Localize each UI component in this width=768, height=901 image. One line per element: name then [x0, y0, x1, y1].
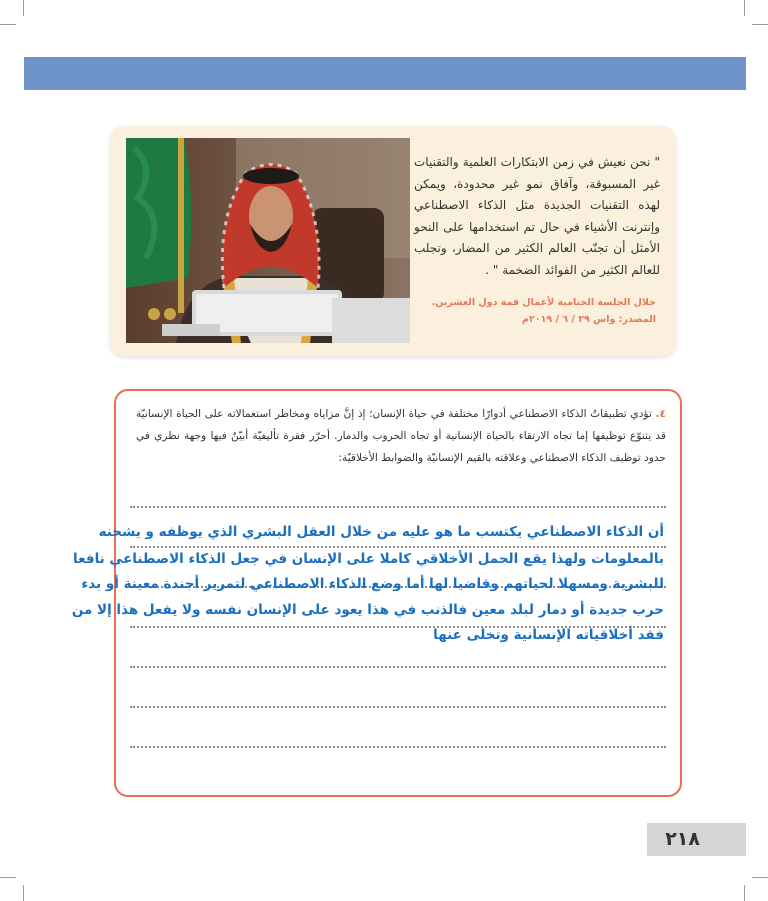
answer-line-1[interactable]: أن الذكاء الاصطناعي يكتسب ما هو عليه من خلال العقل البشري الذي يوظفه و يشحنه — [98, 524, 664, 540]
quote-text: " نحن نعيش في زمن الابتكارات العلمية والتقنيات غير المسبوقة، وآفاق نمو غير محدودة، ويمكن لهذه التقنيات الجديدة مثل الذكاء الاصطناعي وإنترنت الأشياء في حال تم استخدامها على النحو الأمثل أن تجنّب العالم الكثير من المضار، وتجلب للعالم الكثير من الفوائد الضخمة " . — [414, 155, 660, 277]
answer-line-4[interactable]: حرب جديدة أو دمار لبلد معين فالذنب في هذا يعود على الإنسان نفسه ولا يفعل هذا إلا من — [71, 602, 664, 618]
crop-mark — [752, 24, 768, 25]
answer-line-3[interactable]: للبشرية ومسهلا لحياتهم وقاضيا لها أما وضع الذكاء الاصطناعي لتمرير أجندة معينة أو بدء — [81, 576, 664, 592]
header-banner — [24, 57, 746, 90]
portrait-photo — [126, 138, 410, 343]
crop-mark — [744, 0, 745, 16]
writing-line — [130, 666, 666, 668]
activity-prompt — [136, 403, 666, 469]
writing-line — [130, 746, 666, 748]
activity-box — [71, 389, 682, 797]
source-event: خلال الجلسة الختامية لأعمال قمة دول العشرين. — [431, 297, 656, 308]
crop-mark — [0, 24, 16, 25]
activity-number: ٤. — [655, 408, 666, 420]
crop-mark — [752, 877, 768, 878]
quote-source — [406, 294, 656, 328]
writing-line — [130, 506, 666, 508]
quote-box — [110, 126, 676, 356]
page-number: ٢١٨ — [665, 828, 700, 850]
crop-mark — [744, 885, 745, 901]
writing-line — [130, 706, 666, 708]
portrait-illustration — [126, 138, 410, 343]
answer-line-5[interactable]: فقد أخلاقياته الإنسانية وتخلى عنها — [433, 627, 664, 643]
writing-line — [130, 546, 666, 548]
answer-line-2[interactable]: بالمعلومات ولهذا يقع الحمل الأخلاقي كاملا على الإنسان في جعل الذكاء الاصطناعي نافعا — [73, 551, 664, 567]
crop-mark — [23, 885, 24, 901]
activity-prompt-text: تؤدي تطبيقاتُ الذكاء الاصطناعي أدوارًا مختلفة في حياة الإنسان؛ إذ إنَّ مزاياه ومخاطر استعمالاته على الحياة الإنسانيّة قد يتنوّع توظيفها إما تجاه الارتقاء بالحياة الإنسانية أو تجاه الحروب والدمار. أحرّر فقرة تأليفيّة أبيّنُ فيها وجهة نظري في حدود توظيف الذكاء الاصطناعي وعلاقته بالقيم الإنسانيّة والضوابط الأخلاقيّة: — [136, 408, 666, 464]
page-number-tab — [647, 823, 746, 856]
crop-mark — [0, 877, 16, 878]
source-reference: المصدر: واس ٢٩ / ٦ / ٢٠١٩م — [522, 314, 656, 325]
crop-mark — [23, 0, 24, 16]
